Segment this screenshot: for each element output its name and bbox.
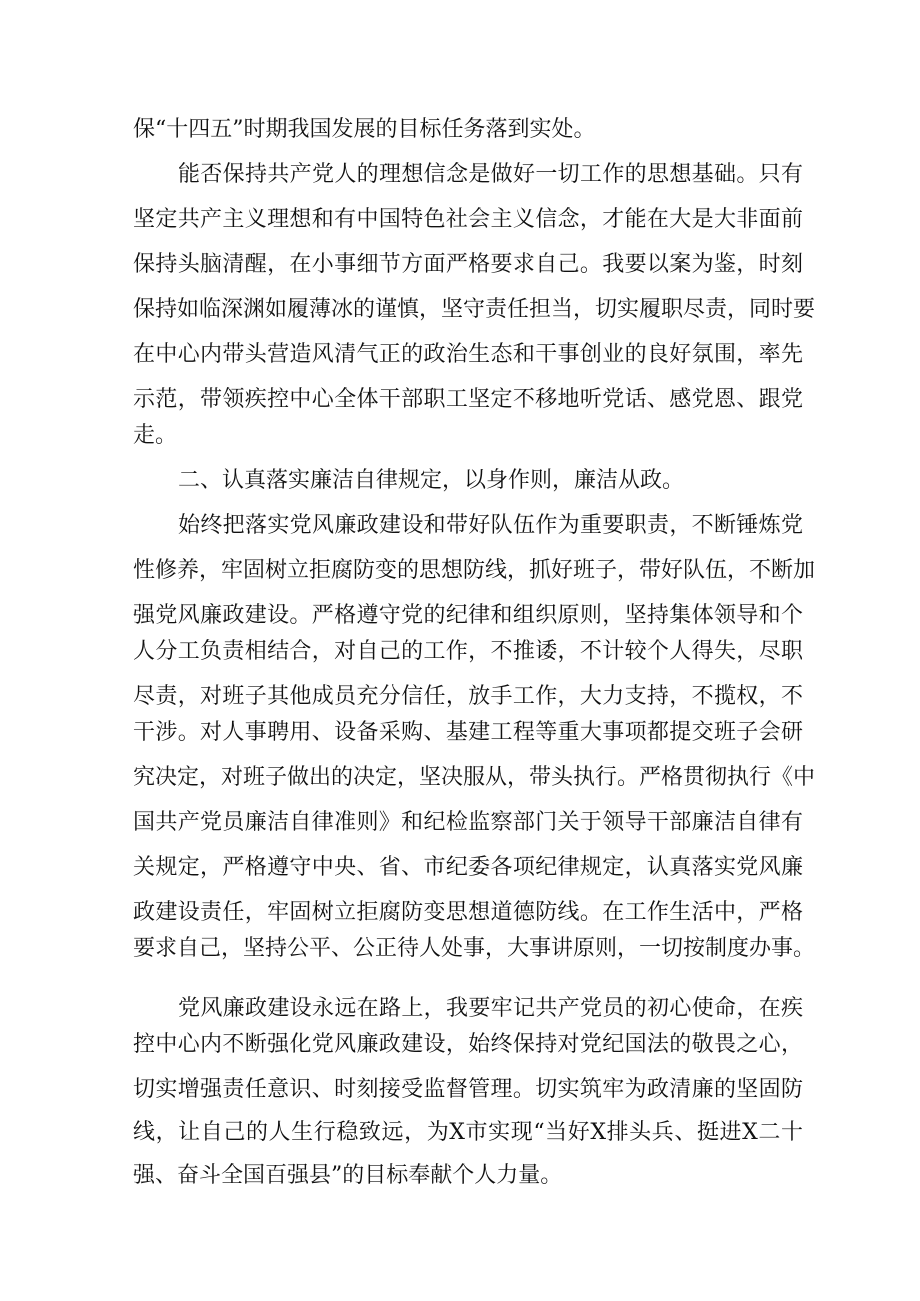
paragraph-first-line: 党风廉政建设永远在路上，我要牢记共产党员的初心使命，在疾 bbox=[178, 996, 803, 1021]
text-line: 保“十四五”时期我国发展的目标任务落到实处。 bbox=[133, 117, 596, 142]
text-line: 国共产党员廉洁自律准则》和纪检监察部门关于领导干部廉洁自律有 bbox=[133, 810, 803, 835]
paragraph-first-line: 始终把落实党风廉政建设和带好队伍作为重要职责，不断锤炼党 bbox=[178, 513, 803, 538]
text-line: 在中心内带头营造风清气正的政治生态和干事创业的良好氛围，率先 bbox=[133, 342, 803, 367]
text-line: 干涉。对人事聘用、设备采购、基建工程等重大事项都提交班子会研 bbox=[133, 720, 803, 745]
text-line: 关规定，严格遵守中央、省、市纪委各项纪律规定，认真落实党风廉 bbox=[133, 855, 803, 880]
text-line: 保持如临深渊如履薄冰的谨慎，坚守责任担当，切实履职尽责，同时要 bbox=[133, 297, 816, 322]
text-line: 控中心内不断强化党风廉政建设，始终保持对党纪国法的敬畏之心， bbox=[133, 1032, 803, 1057]
text-line: 性修养，牢固树立拒腐防变的思想防线，抓好班子，带好队伍，不断加 bbox=[133, 558, 816, 583]
text-line: 线，让自己的人生行稳致远，为X市实现“当好X排头兵、挺进X二十 bbox=[133, 1120, 803, 1145]
paragraph-first-line: 能否保持共产党人的理想信念是做好一切工作的思想基础。只有 bbox=[178, 162, 803, 187]
text-line: 强党风廉政建设。严格遵守党的纪律和组织原则，坚持集体领导和个 bbox=[133, 603, 803, 628]
section-heading: 二、认真落实廉洁自律规定，以身作则，廉洁从政。 bbox=[178, 468, 685, 493]
text-line: 走。 bbox=[133, 423, 178, 448]
text-line: 强、奋斗全国百强县”的目标奉献个人力量。 bbox=[133, 1163, 563, 1188]
text-line: 保持头脑清醒，在小事细节方面严格要求自己。我要以案为鉴，时刻 bbox=[133, 252, 803, 277]
text-line: 究决定，对班子做出的决定，坚决服从，带头执行。严格贯彻执行《中 bbox=[133, 765, 816, 790]
text-line: 示范，带领疾控中心全体干部职工坚定不移地听党话、感党恩、跟党 bbox=[133, 387, 803, 412]
text-line: 要求自己，坚持公平、公正待人处事，大事讲原则，一切按制度办事。 bbox=[133, 936, 816, 961]
text-line: 政建设责任，牢固树立拒腐防变思想道德防线。在工作生活中，严格 bbox=[133, 900, 803, 925]
text-line: 人分工负责相结合，对自己的工作，不推诿，不计较个人得失，尽职 bbox=[133, 639, 803, 664]
text-line: 切实增强责任意识、时刻接受监督管理。切实筑牢为政清廉的坚固防 bbox=[133, 1077, 803, 1102]
text-line: 坚定共产主义理想和有中国特色社会主义信念，才能在大是大非面前 bbox=[133, 207, 803, 232]
text-line: 尽责，对班子其他成员充分信任，放手工作，大力支持，不揽权，不 bbox=[133, 684, 803, 709]
